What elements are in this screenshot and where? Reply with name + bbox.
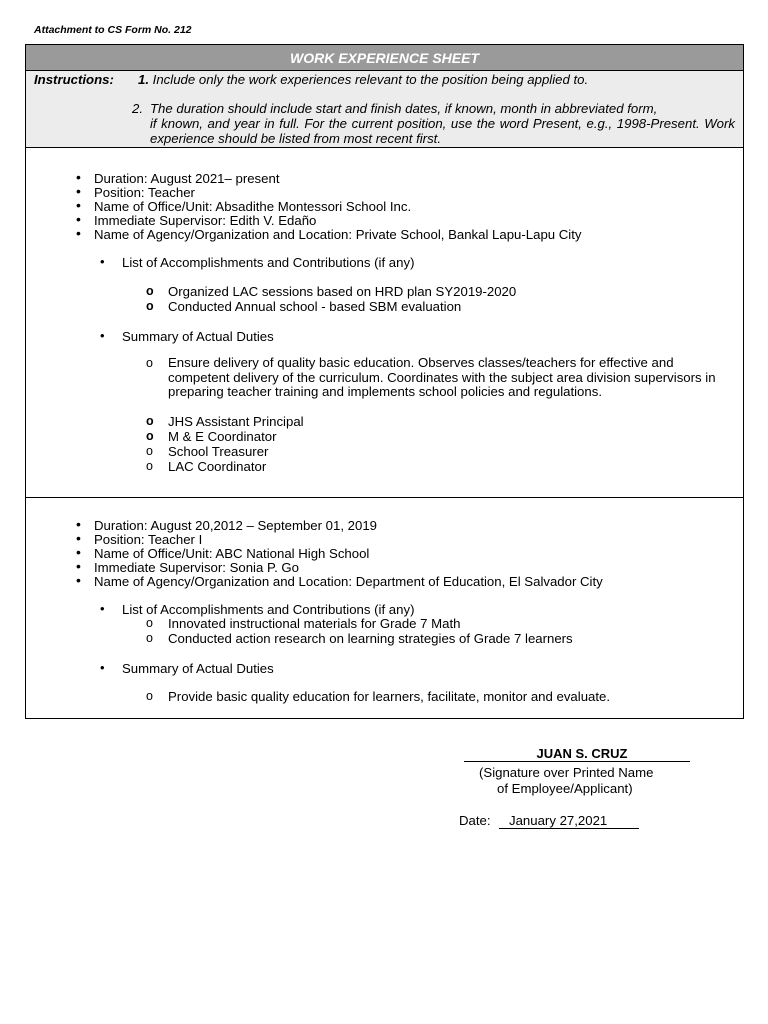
instruction-item-1 [138,72,588,87]
list-item: o Organized LAC sessions based on HRD plan SY2019-2020 [146,284,517,299]
duties-label: • Summary of Actual Duties [100,329,274,344]
signature-caption-line-2: of Employee/Applicant) [497,781,633,796]
work-entry-2 [26,498,743,718]
list-item: o School Treasurer [146,444,269,459]
sheet-title: WORK EXPERIENCE SHEET [26,45,743,71]
work-experience-sheet [25,44,744,719]
attachment-label: Attachment to CS Form No. 212 [34,24,192,36]
list-item: o LAC Coordinator [146,459,267,474]
instruction-text: Include only the work experiences relevant to the position being applied to. [152,72,589,87]
entry-supervisor: • Immediate Supervisor: Edith V. Edaño [76,213,316,228]
entry-agency: • Name of Agency/Organization and Location: Department of Education, El Salvador City [76,574,603,589]
list-item: o Conducted action research on learning strategies of Grade 7 learners [146,631,573,646]
entry-duration: • Duration: August 2021– present [76,171,280,186]
date-value: January 27,2021 [499,813,639,829]
entry-supervisor: • Immediate Supervisor: Sonia P. Go [76,560,299,575]
instruction-item-2 [132,101,735,146]
entry-position: • Position: Teacher I [76,532,202,547]
duties-label: • Summary of Actual Duties [100,661,274,676]
list-item: o Conducted Annual school - based SBM evaluation [146,299,462,314]
list-item: o Innovated instructional materials for Grade 7 Math [146,616,461,631]
date-label: Date: [459,813,491,828]
entry-agency: • Name of Agency/Organization and Location: Private School, Bankal Lapu-Lapu City [76,227,582,242]
work-entry-1: • Duration: August 2021– present • Position: Teacher • Name of Office/Unit: Absadithe Montessori School Inc. • Immediate Supervisor: Edith V. Edaño • Name of Agency/Organization and Location: Private School, Bankal Lapu-Lapu City • List of Accomplishments and Contributions (if any) o Organized LAC sessions based on HRD plan SY2019-2020 o Conducted Annual school - based SBM evaluation • Summary of Actual Duties o Ensure delivery of quality basic education. Observes classes/teachers for effective and competent delivery of the curriculum. Coordinates with the subject area division supervisors in preparing teacher training and implements school policies and regulations. o JHS Assistant Principal o M & E Coordinator o School Treasurer o LAC Coordinator [26,148,743,498]
accomplishments-label: • List of Accomplishments and Contributions (if any) [100,602,414,617]
signature-caption-line-1: (Signature over Printed Name [479,765,654,780]
entry-duration: • Duration: August 20,2012 – September 01, 2019 [76,518,377,533]
signature-name: JUAN S. CRUZ [464,746,690,762]
list-item: o M & E Coordinator [146,429,277,444]
entry-position: • Position: Teacher [76,185,195,200]
accomplishments-label: • List of Accomplishments and Contributions (if any) [100,255,414,270]
instruction-text-continued: if known, and year in full. For the current position, use the word Present, e.g., 1998-Present. Work experience should be listed from most recent first. [150,116,735,146]
instructions-block [26,71,743,148]
list-item: Ensure delivery of quality basic education. Observes classes/teachers for effective and competent delivery of the curriculum. Coordinates with the subject area division supervisors in preparing teacher training and implements school policies and regulations. [168,355,716,400]
instruction-number: 1. [138,72,149,87]
entry-office: • Name of Office/Unit: Absadithe Montessori School Inc. [76,199,411,214]
list-item: o JHS Assistant Principal [146,414,304,429]
instruction-number: 2. [132,101,143,116]
entry-office: • Name of Office/Unit: ABC National High School [76,546,369,561]
instructions-label: Instructions: [34,72,114,87]
instruction-text: The duration should include start and finish dates, if known, month in abbreviated form, [150,101,658,116]
list-item: o Provide basic quality education for learners, facilitate, monitor and evaluate. [146,689,611,704]
